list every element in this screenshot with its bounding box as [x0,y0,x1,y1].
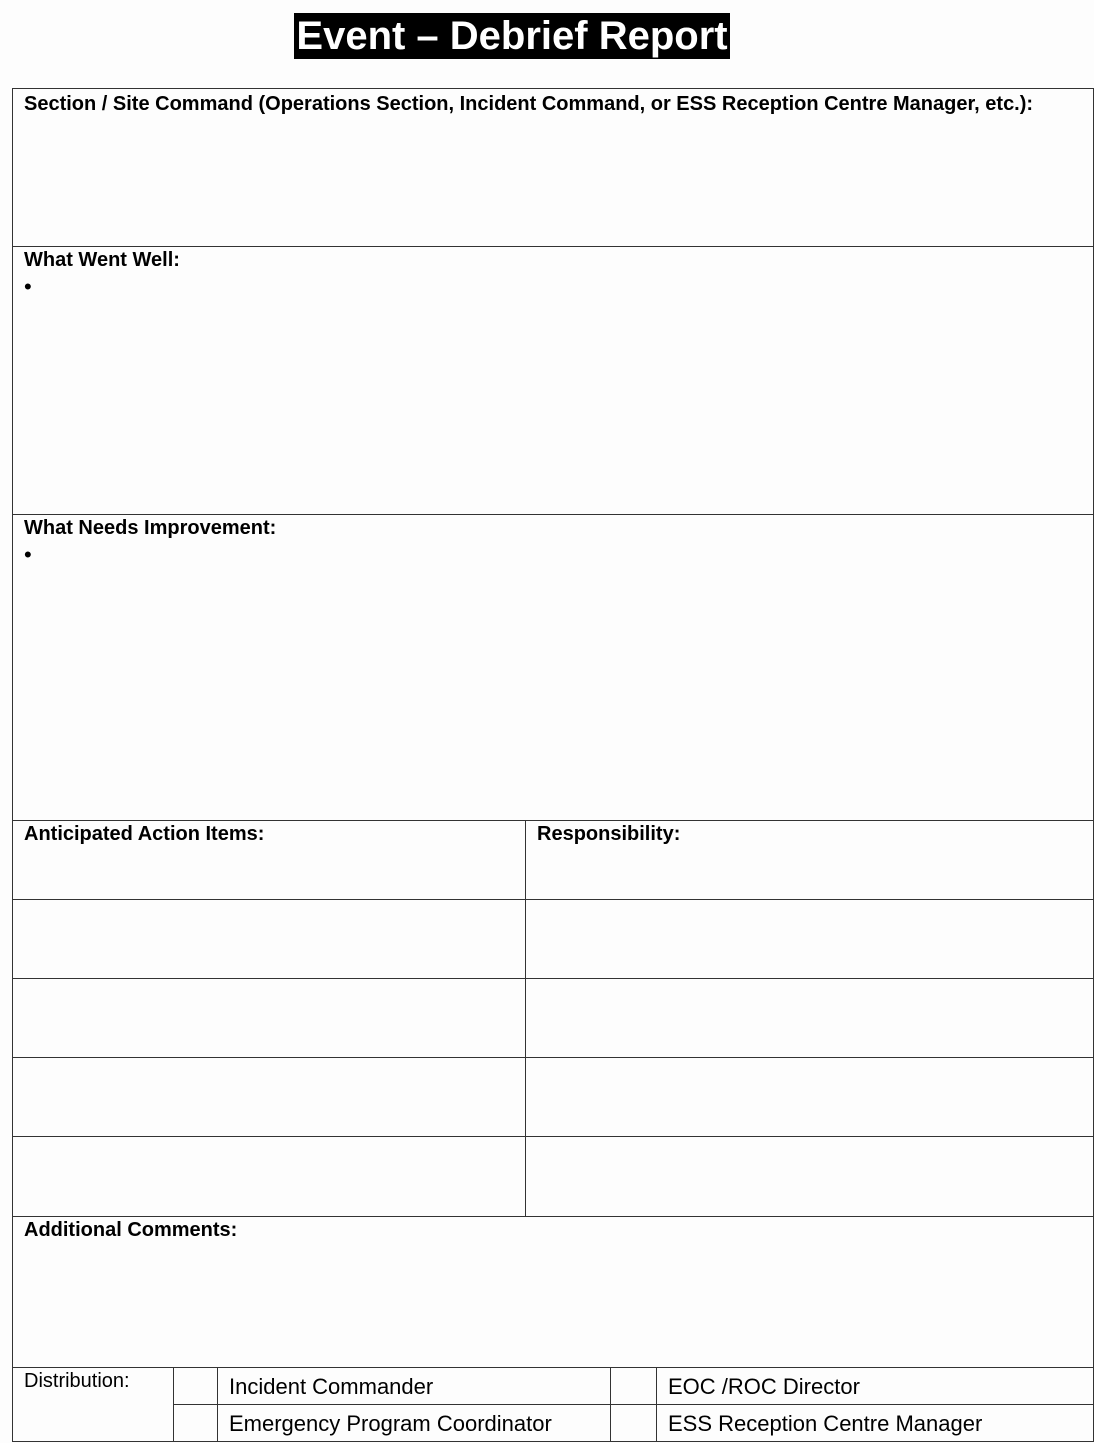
responsibility-cell[interactable] [526,979,1093,1057]
ess-reception-centre-manager-checkbox[interactable] [611,1405,657,1441]
incident-commander-checkbox[interactable] [174,1368,218,1404]
distribution-table [13,1368,1093,1441]
responsibility-cell[interactable] [526,821,1093,899]
debrief-form [12,88,1094,1442]
incident-commander-label: Incident Commander [218,1368,611,1404]
responsibility-header: Responsibility: [537,823,681,845]
action-item-row [13,1058,1093,1137]
additional-comments-field[interactable] [13,1217,1093,1368]
responsibility-cell[interactable] [526,1058,1093,1136]
action-item-cell[interactable] [13,1137,526,1216]
what-needs-improvement-field[interactable] [13,515,1093,821]
emergency-program-coordinator-checkbox[interactable] [174,1405,218,1441]
distribution-row [174,1405,1093,1441]
eoc-roc-director-checkbox[interactable] [611,1368,657,1404]
what-went-well-field[interactable] [13,247,1093,515]
section-command-field[interactable] [13,89,1093,247]
action-item-cell[interactable] [13,979,526,1057]
action-item-row [13,900,1093,979]
section-command-label: Section / Site Command (Operations Section, Incident Command, or ESS Reception Centre Manager, etc.): [24,93,1034,115]
distribution-label: Distribution: [13,1368,174,1441]
distribution-row [174,1368,1093,1405]
ess-reception-centre-manager-label: ESS Reception Centre Manager [668,1411,983,1436]
additional-comments-label: Additional Comments: [24,1219,238,1241]
eoc-roc-director-label: EOC /ROC Director [668,1374,860,1399]
page-title: Event – Debrief Report [296,14,728,58]
action-item-cell[interactable] [13,900,526,978]
title-wrapper [0,13,1094,59]
responsibility-cell[interactable] [526,900,1093,978]
action-item-cell[interactable] [13,1058,526,1136]
action-items-header-row [13,821,1093,900]
emergency-program-coordinator-label: Emergency Program Coordinator [218,1405,611,1441]
action-item-row [13,979,1093,1058]
what-needs-improvement-bullet: • [24,542,32,567]
action-items-header: Anticipated Action Items: [24,823,265,845]
what-needs-improvement-label: What Needs Improvement: [24,517,277,539]
action-item-cell[interactable] [13,821,526,899]
responsibility-cell[interactable] [526,1137,1093,1216]
what-went-well-bullet: • [24,274,32,299]
what-went-well-label: What Went Well: [24,249,180,271]
action-item-row [13,1137,1093,1217]
